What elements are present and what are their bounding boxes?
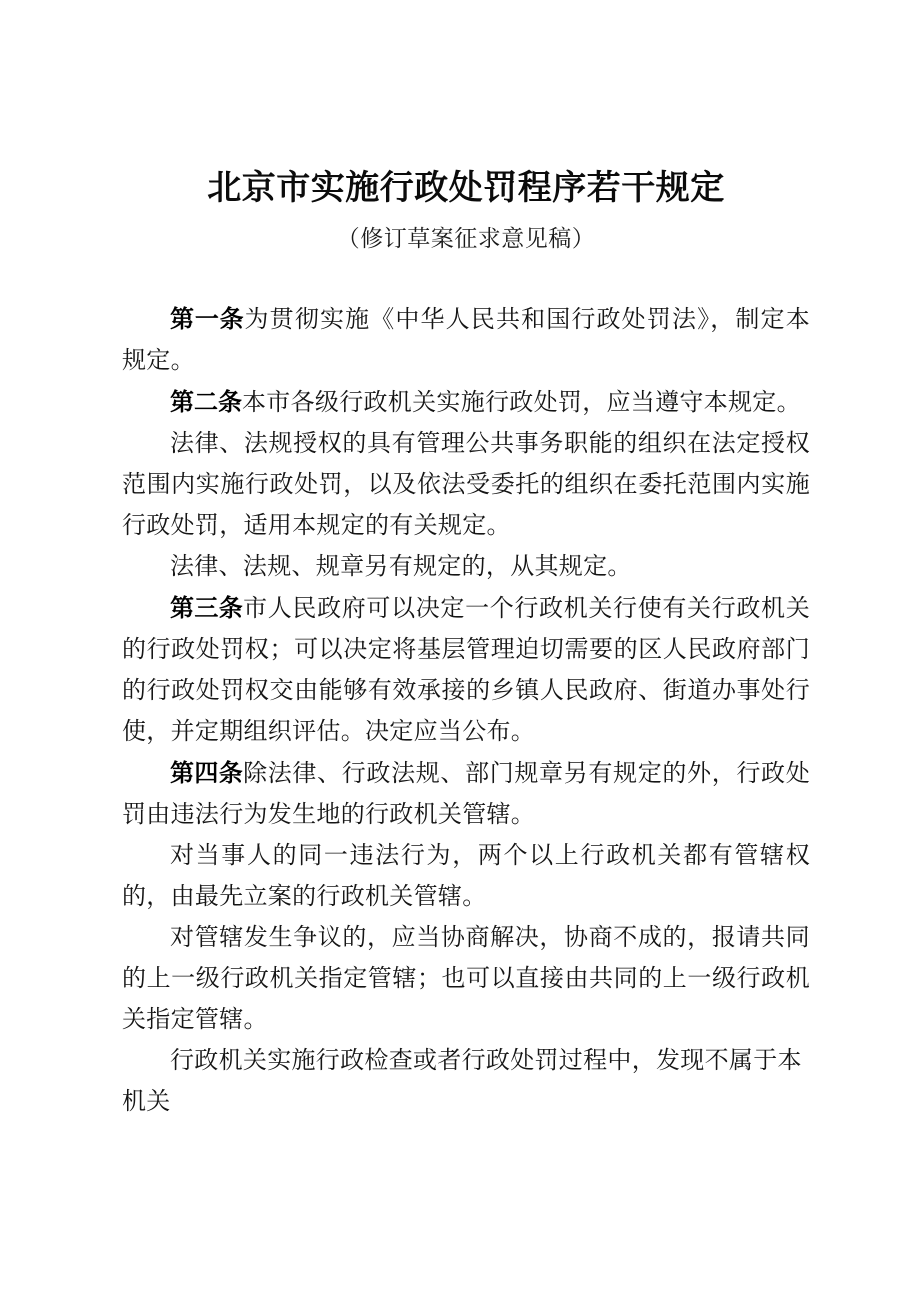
paragraph-text: 本市各级行政机关实施行政处罚，应当遵守本规定。 xyxy=(242,390,801,416)
paragraph-text: 行政机关实施行政检查或者行政处罚过程中，发现不属于本机关 xyxy=(122,1048,802,1115)
page-title: 北京市实施行政处罚程序若干规定 xyxy=(207,169,725,207)
body-paragraph xyxy=(122,547,810,588)
body-paragraph xyxy=(122,918,810,1041)
document-body xyxy=(122,0,810,1123)
article-number-label: 第一条 xyxy=(170,306,245,333)
paragraph-text: 除法律、行政法规、部门规章另有规定的外，行政处罚由违法行为发生地的行政机关管辖。 xyxy=(122,761,810,828)
paragraph-text: 法律、法规授权的具有管理公共事务职能的组织在法定授权范围内实施行政处罚，以及依法受委托的组织在委托范围内实施行政处罚，适用本规定的有关规定。 xyxy=(122,431,810,539)
article-paragraph xyxy=(122,382,810,424)
article-paragraph xyxy=(122,588,810,753)
article-paragraph xyxy=(122,753,810,836)
paragraph-text: 对管辖发生争议的，应当协商解决，协商不成的，报请共同的上一级行政机关指定管辖；也可以直接由共同的上一级行政机关指定管辖。 xyxy=(122,925,810,1033)
paragraph-text: 对当事人的同一违法行为，两个以上行政机关都有管辖权的，由最先立案的行政机关管辖。 xyxy=(122,843,810,910)
article-number-label: 第四条 xyxy=(170,760,244,787)
body-paragraph xyxy=(122,836,810,918)
document-subtitle: （修订草案征求意见稿） xyxy=(336,226,596,251)
paragraph-text: 市人民政府可以决定一个行政机关行使有关行政机关的行政处罚权；可以决定将基层管理迫切需要的区人民政府部门的行政处罚权交由能够有效承接的乡镇人民政府、街道办事处行使，并定期组织评估。决定应当公布。 xyxy=(122,596,810,745)
article-number-label: 第二条 xyxy=(170,389,242,416)
body-paragraph xyxy=(122,1041,810,1123)
article-paragraph xyxy=(122,299,810,382)
body-paragraph xyxy=(122,424,810,547)
article-list xyxy=(122,299,810,1123)
paragraph-text: 法律、法规、规章另有规定的，从其规定。 xyxy=(170,554,632,580)
paragraph-text: 为贯彻实施《中华人民共和国行政处罚法》，制定本规定。 xyxy=(122,307,810,374)
article-number-label: 第三条 xyxy=(170,595,244,622)
